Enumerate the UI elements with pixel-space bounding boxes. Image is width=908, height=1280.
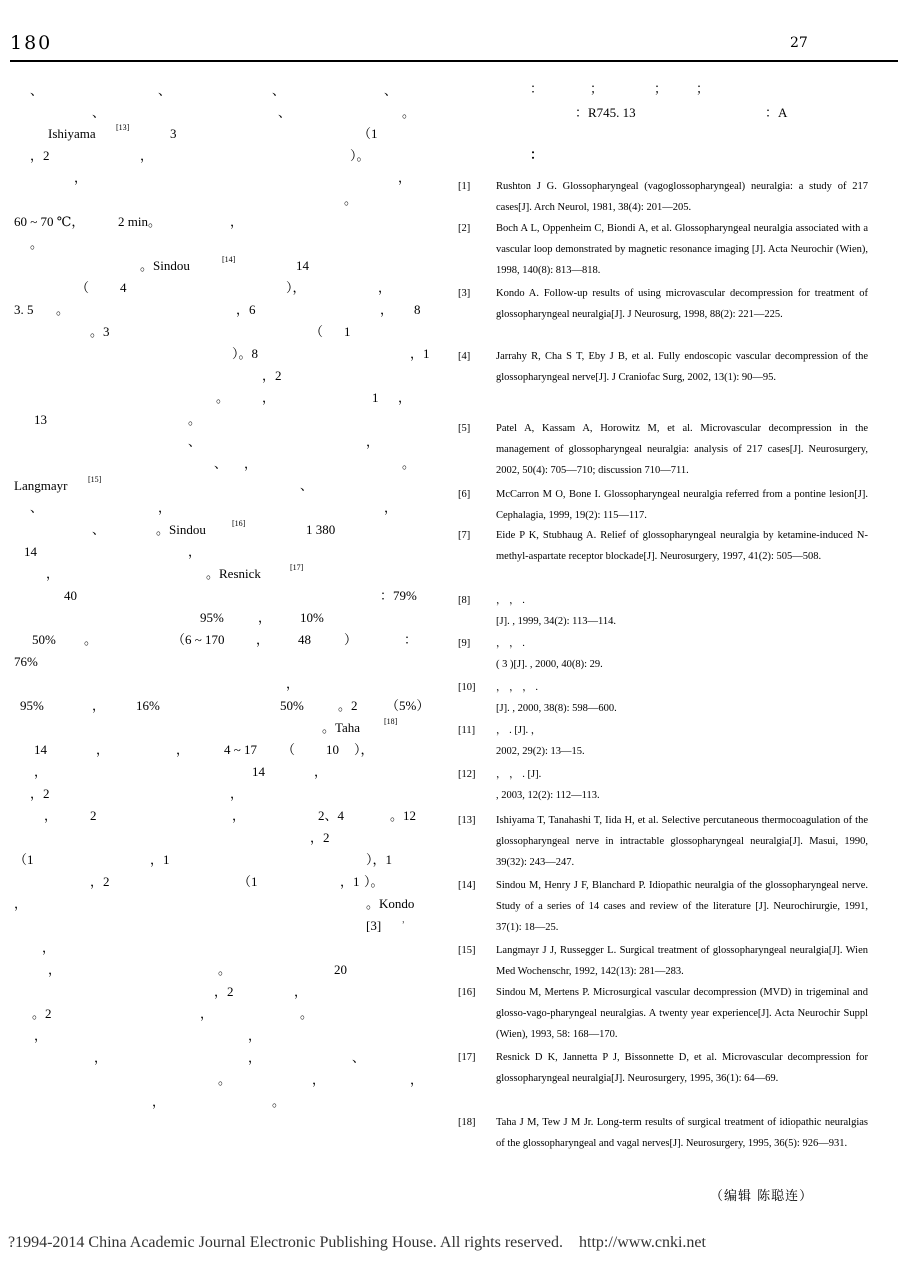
body-text-fragment: ， <box>312 1072 326 1087</box>
body-text-fragment: ， <box>232 808 246 823</box>
body-text-fragment: ， <box>248 1028 262 1043</box>
body-text-fragment: ）。8 <box>232 346 259 361</box>
body-text-fragment: （6 ~ 170 <box>172 632 225 647</box>
reference-text: Boch A L, Oppenheim C, Biondi A, et al. Glossopharyngeal neuralgia associated with a vascular loop demonstrated by magnetic resonance imaging [J]. Acta Neurochir (Wien), 1998, 140(8): 813—818. <box>496 223 871 276</box>
body-text-fragment: 50% <box>32 632 56 647</box>
reference-number: [14] <box>458 880 476 891</box>
body-text-fragment: ， <box>152 1094 166 1109</box>
body-text-fragment: 。Taha <box>322 720 361 735</box>
body-text-fragment: 10 <box>326 742 339 757</box>
references-heading-colon: ： <box>530 147 544 162</box>
body-text-fragment: ， <box>74 170 88 185</box>
body-text-fragment: ， <box>230 214 244 229</box>
body-text-fragment: ， <box>366 434 380 449</box>
body-text-fragment: ： <box>404 632 418 647</box>
body-text-fragment: 、 <box>30 83 44 98</box>
reference-number: [3] <box>458 288 471 299</box>
reference-text: Sindou M, Mertens P. Microsurgical vascular decompression (MVD) in trigeminal and glosso-vago-pharyngeal neuralgias. A twenty year experience[J]. Acta Neurochir Suppl (Wien), 1993, 58: 168—170. <box>496 987 871 1040</box>
body-text-fragment: 2 min。 <box>118 214 161 229</box>
body-text-fragment: ） <box>344 632 358 647</box>
body-text-fragment: 、 <box>188 434 202 449</box>
reference-number: [18] <box>458 1117 476 1128</box>
body-text-fragment: 14 <box>34 742 47 757</box>
body-text-fragment: ）， <box>354 742 374 757</box>
clc-number: ：R745. 13 <box>575 105 636 120</box>
body-text-fragment: 。Kondo <box>366 896 415 911</box>
body-text-fragment: 、 <box>300 478 314 493</box>
body-text-fragment: （1 <box>358 126 378 141</box>
reference-entry <box>458 283 871 325</box>
body-text-fragment: ， <box>244 456 258 471</box>
reference-text: McCarron M O, Bone I. Glossopharyngeal neuralgia referred from a pontine lesion[J]. Cephalagia, 1999, 19(2): 115—117. <box>496 489 871 521</box>
reference-number: [8] <box>458 595 471 606</box>
body-text-fragment: ， <box>256 632 270 647</box>
body-text-fragment: ， <box>248 1050 262 1065</box>
body-text-fragment: 。 <box>56 302 70 317</box>
body-text-fragment: 。 <box>300 1006 314 1021</box>
body-text-fragment: 。 <box>344 192 358 207</box>
body-text-fragment: 2、4 <box>318 808 345 823</box>
page-number-right: 27 <box>790 35 808 51</box>
body-text-fragment: 。2 <box>32 1006 52 1021</box>
reference-text: Langmayr J J, Russegger L. Surgical treatment of glossopharyngeal neuralgia[J]. Wien Med Wochenschr, 1992, 142(13): 281—283. <box>496 945 871 977</box>
body-text-fragment: ，2 <box>30 786 50 801</box>
reference-number: [10] <box>458 682 476 693</box>
header-rule <box>10 60 898 62</box>
body-text-fragment: ，6 <box>236 302 256 317</box>
keyword-mark: ； <box>696 81 710 96</box>
reference-entry <box>458 590 868 632</box>
reference-entry <box>458 218 871 281</box>
body-text-fragment: ， <box>44 808 58 823</box>
reference-entry <box>458 982 871 1045</box>
copyright-footer: ?1994-2014 China Academic Journal Electronic Publishing House. All rights reserved. http://www.cnki.net <box>8 1234 706 1251</box>
body-text-fragment: 3. 5 <box>14 302 34 317</box>
body-text-fragment: ， <box>158 500 172 515</box>
body-text-fragment: 20 <box>334 962 347 977</box>
reference-text: Resnick D K, Jannetta P J, Bissonnette D, et al. Microvascular decompression for glossopharyngeal neuralgia[J]. Neurosurgery, 1995, 36(1): 64—69. <box>496 1052 871 1084</box>
body-text-fragment: 8 <box>414 302 421 317</box>
body-text-fragment: 。 <box>30 236 44 251</box>
reference-entry <box>458 720 868 762</box>
body-text-fragment: ， <box>384 500 398 515</box>
body-text-fragment: 、 <box>278 105 292 120</box>
body-text-fragment: ， <box>258 610 272 625</box>
reference-number: [2] <box>458 223 471 234</box>
body-text-fragment: 、 <box>158 83 172 98</box>
keyword-mark: ： <box>530 81 544 96</box>
reference-entry <box>458 346 871 388</box>
body-text-fragment: 48 <box>298 632 311 647</box>
body-text-fragment: 、 <box>214 456 228 471</box>
body-text-fragment: 、 <box>30 500 44 515</box>
reference-entry <box>458 940 871 982</box>
reference-number: [13] <box>458 815 476 826</box>
body-text-fragment: 2 <box>90 808 97 823</box>
reference-text: ， ， . [J]. , 1999, 34(2): 113—114. <box>496 595 616 627</box>
reference-entry <box>458 1112 871 1154</box>
body-text-fragment: 3 <box>170 126 177 141</box>
body-text-fragment: ， <box>14 896 28 911</box>
citation-superscript: [16] <box>232 519 246 528</box>
body-text-fragment: ， <box>94 1050 108 1065</box>
citation-superscript: [13] <box>116 123 130 132</box>
body-text-fragment: 。 <box>402 105 416 120</box>
body-text-fragment: ， <box>286 676 300 691</box>
body-text-fragment: ， <box>262 390 276 405</box>
reference-number: [12] <box>458 769 476 780</box>
body-text-fragment: ， <box>48 962 62 977</box>
body-text-fragment: 1 380 <box>306 522 336 537</box>
body-text-fragment: ， <box>42 940 56 955</box>
body-text-fragment: ，2 <box>30 148 50 163</box>
citation-superscript: [14] <box>222 255 236 264</box>
body-text-fragment: ， <box>378 280 392 295</box>
body-text-fragment: ，1 <box>150 852 170 867</box>
body-text-fragment: ）。 <box>364 874 384 889</box>
body-text-fragment: ），1 <box>366 852 393 867</box>
reference-text: Rushton J G. Glossopharyngeal (vagoglossopharyngeal) neuralgia: a study of 217 cases[J]. Arch Neurol, 1981, 38(4): 201—205. <box>496 181 871 213</box>
body-text-fragment: 、 <box>272 83 286 98</box>
body-text-fragment: 、 <box>92 105 106 120</box>
reference-text: ， . [J]. ， 2002, 29(2): 13—15. <box>496 725 585 757</box>
body-text-fragment: 。 <box>402 456 416 471</box>
body-text-fragment: 。Resnick <box>206 566 261 581</box>
body-text-fragment: 、 <box>92 522 106 537</box>
body-text-fragment: 。Sindou <box>156 522 206 537</box>
body-text-fragment: 40 <box>64 588 77 603</box>
body-text-fragment: ）， <box>286 280 306 295</box>
body-text-fragment: ：79% <box>380 588 417 603</box>
body-text-fragment: ， <box>96 742 110 757</box>
body-text-fragment: ， <box>380 302 394 317</box>
body-text-fragment: （5%） <box>386 698 430 713</box>
body-text-fragment: ， <box>410 1072 424 1087</box>
page-number-left: 180 <box>10 32 53 54</box>
reference-number: [6] <box>458 489 471 500</box>
body-text-fragment: ， <box>188 544 202 559</box>
body-text-fragment: （ <box>282 742 296 757</box>
reference-number: [7] <box>458 530 471 541</box>
reference-text: Taha J M, Tew J M Jr. Long-term results of surgical treatment of idiopathic neuralgias of the glossopharyngeal and vagal nerves[J]. Neurosurgery, 1995, 36(5): 926—931. <box>496 1117 871 1149</box>
reference-number: [16] <box>458 987 476 998</box>
body-text-fragment: 1 <box>372 390 379 405</box>
body-text-fragment: 。12 <box>390 808 417 823</box>
reference-entry <box>458 810 871 873</box>
reference-text: Kondo A. Follow-up results of using microvascular decompression for treatment of glossopharyngeal neuralgia[J]. J Neurosurg, 1998, 88(2): 221—225. <box>496 288 871 320</box>
body-text-fragment: 。 <box>216 390 230 405</box>
body-text-fragment: ，2 <box>90 874 110 889</box>
body-text-fragment: ，2 <box>310 830 330 845</box>
reference-number: [5] <box>458 423 471 434</box>
body-text-fragment: ， <box>398 390 412 405</box>
keyword-mark: ； <box>590 81 604 96</box>
body-text-fragment: 。2 <box>338 698 358 713</box>
body-text-fragment: 10% <box>300 610 324 625</box>
body-text-fragment: （ <box>310 324 324 339</box>
body-text-fragment: （1 <box>238 874 258 889</box>
body-text-fragment: （ <box>76 280 90 295</box>
reference-text: ， ， ， . [J]. , 2000, 38(8): 598—600. <box>496 682 617 714</box>
body-text-fragment: ，2 <box>214 984 234 999</box>
reference-entry <box>458 484 871 526</box>
reference-text: ， ， . [J]. , 2003, 12(2): 112—113. <box>496 769 600 801</box>
body-text-fragment: 4 ~ 17 <box>224 742 258 757</box>
citation-superscript: [15] <box>88 475 102 484</box>
body-text-fragment: ， <box>200 1006 214 1021</box>
reference-number: [17] <box>458 1052 476 1063</box>
body-text-fragment: 76% <box>14 654 38 669</box>
body-text-fragment: ， <box>294 984 308 999</box>
body-text-fragment: [3] <box>366 918 382 933</box>
body-text-fragment: ，1 <box>340 874 360 889</box>
reference-number: [11] <box>458 725 476 736</box>
reference-number: [9] <box>458 638 471 649</box>
body-text-fragment: ， <box>34 1028 48 1043</box>
reference-entry <box>458 677 868 719</box>
document-code: ：A <box>765 105 788 120</box>
body-text-fragment: 1 <box>344 324 351 339</box>
body-text-fragment: 14 <box>296 258 309 273</box>
editor-credit: （编辑 陈聪连） <box>710 1189 814 1204</box>
body-text-fragment: 60 ~ 70 ℃， <box>14 214 85 229</box>
body-text-fragment: ， <box>230 786 244 801</box>
body-text-fragment: 。Sindou <box>140 258 190 273</box>
reference-entry <box>458 633 868 675</box>
reference-number: [15] <box>458 945 476 956</box>
reference-entry <box>458 1047 871 1089</box>
reference-text: ， ， . ( 3 )[J]. , 2000, 40(8): 29. <box>496 638 603 670</box>
body-text-fragment: ，1 <box>410 346 430 361</box>
reference-text: Patel A, Kassam A, Horowitz M, et al. Microvascular decompression in the management of glossopharyngeal neuralgia: analysis of 217 cases[J]. Neurosurgery, 2002, 50(4): 705—710; discussion 710—711. <box>496 423 871 476</box>
body-text-fragment: 95% <box>200 610 224 625</box>
body-text-fragment: ，2 <box>262 368 282 383</box>
reference-entry <box>458 764 868 806</box>
body-text-fragment: Langmayr <box>14 478 68 493</box>
body-text-fragment: 14 <box>252 764 265 779</box>
reference-number: [4] <box>458 351 471 362</box>
body-text-fragment: ， <box>398 170 412 185</box>
body-text-fragment: （1 <box>14 852 34 867</box>
body-text-fragment: Ishiyama <box>48 126 96 141</box>
body-text-fragment: 4 <box>120 280 127 295</box>
reference-entry <box>458 525 868 567</box>
body-text-fragment: 。 <box>218 1072 232 1087</box>
body-text-fragment: ， <box>34 764 48 779</box>
body-text-fragment: 、 <box>352 1050 366 1065</box>
body-text-fragment: ， <box>314 764 328 779</box>
reference-text: Jarrahy R, Cha S T, Eby J B, et al. Fully endoscopic vascular decompression of the glossopharyngeal nerve[J]. J Craniofac Surg, 2002, 13(1): 90—95. <box>496 351 871 383</box>
citation-superscript: [18] <box>384 717 398 726</box>
body-text-fragment: 。 <box>188 412 202 427</box>
reference-text: Sindou M, Henry J F, Blanchard P. Idiopathic neuralgia of the glossopharyngeal nerve. Study of a series of 14 cases and review of the literature [J]. Neurochirurgie, 1991, 37(1): 18—25. <box>496 880 871 933</box>
keyword-mark: ； <box>654 81 668 96</box>
body-text-fragment: ， <box>176 742 190 757</box>
body-text-fragment: 。 <box>272 1094 286 1109</box>
reference-entry <box>458 418 871 481</box>
body-text-fragment: ， <box>46 566 60 581</box>
reference-text: Eide P K, Stubhaug A. Relief of glossopharyngeal neuralgia by ketamine-induced N-methyl-aspartate receptor blockade[J]. Neurosurgery, 1997, 41(2): 505—508. <box>496 530 868 562</box>
body-text-fragment: 14 <box>24 544 37 559</box>
reference-entry <box>458 875 871 938</box>
body-text-fragment: 50% <box>280 698 304 713</box>
citation-superscript: ， <box>402 915 410 924</box>
body-text-fragment: 。 <box>84 632 98 647</box>
citation-superscript: [17] <box>290 563 304 572</box>
body-text-fragment: 95% <box>20 698 44 713</box>
body-text-fragment: ）。 <box>350 148 370 163</box>
body-text-fragment: ， <box>92 698 106 713</box>
body-text-fragment: 。3 <box>90 324 110 339</box>
body-text-fragment: ， <box>140 148 154 163</box>
reference-text: Ishiyama T, Tanahashi T, Iida H, et al. Selective percutaneous thermocoagulation of the glossopharyngeal nerve in intractable glossopharyngeal neuralgia[J]. Masui, 1990, 39(32): 243—247. <box>496 815 871 868</box>
body-text-fragment: 16% <box>136 698 160 713</box>
body-text-fragment: 。 <box>218 962 232 977</box>
body-text-fragment: 、 <box>384 83 398 98</box>
body-text-fragment: 13 <box>34 412 47 427</box>
reference-entry <box>458 176 871 218</box>
reference-number: [1] <box>458 181 471 192</box>
